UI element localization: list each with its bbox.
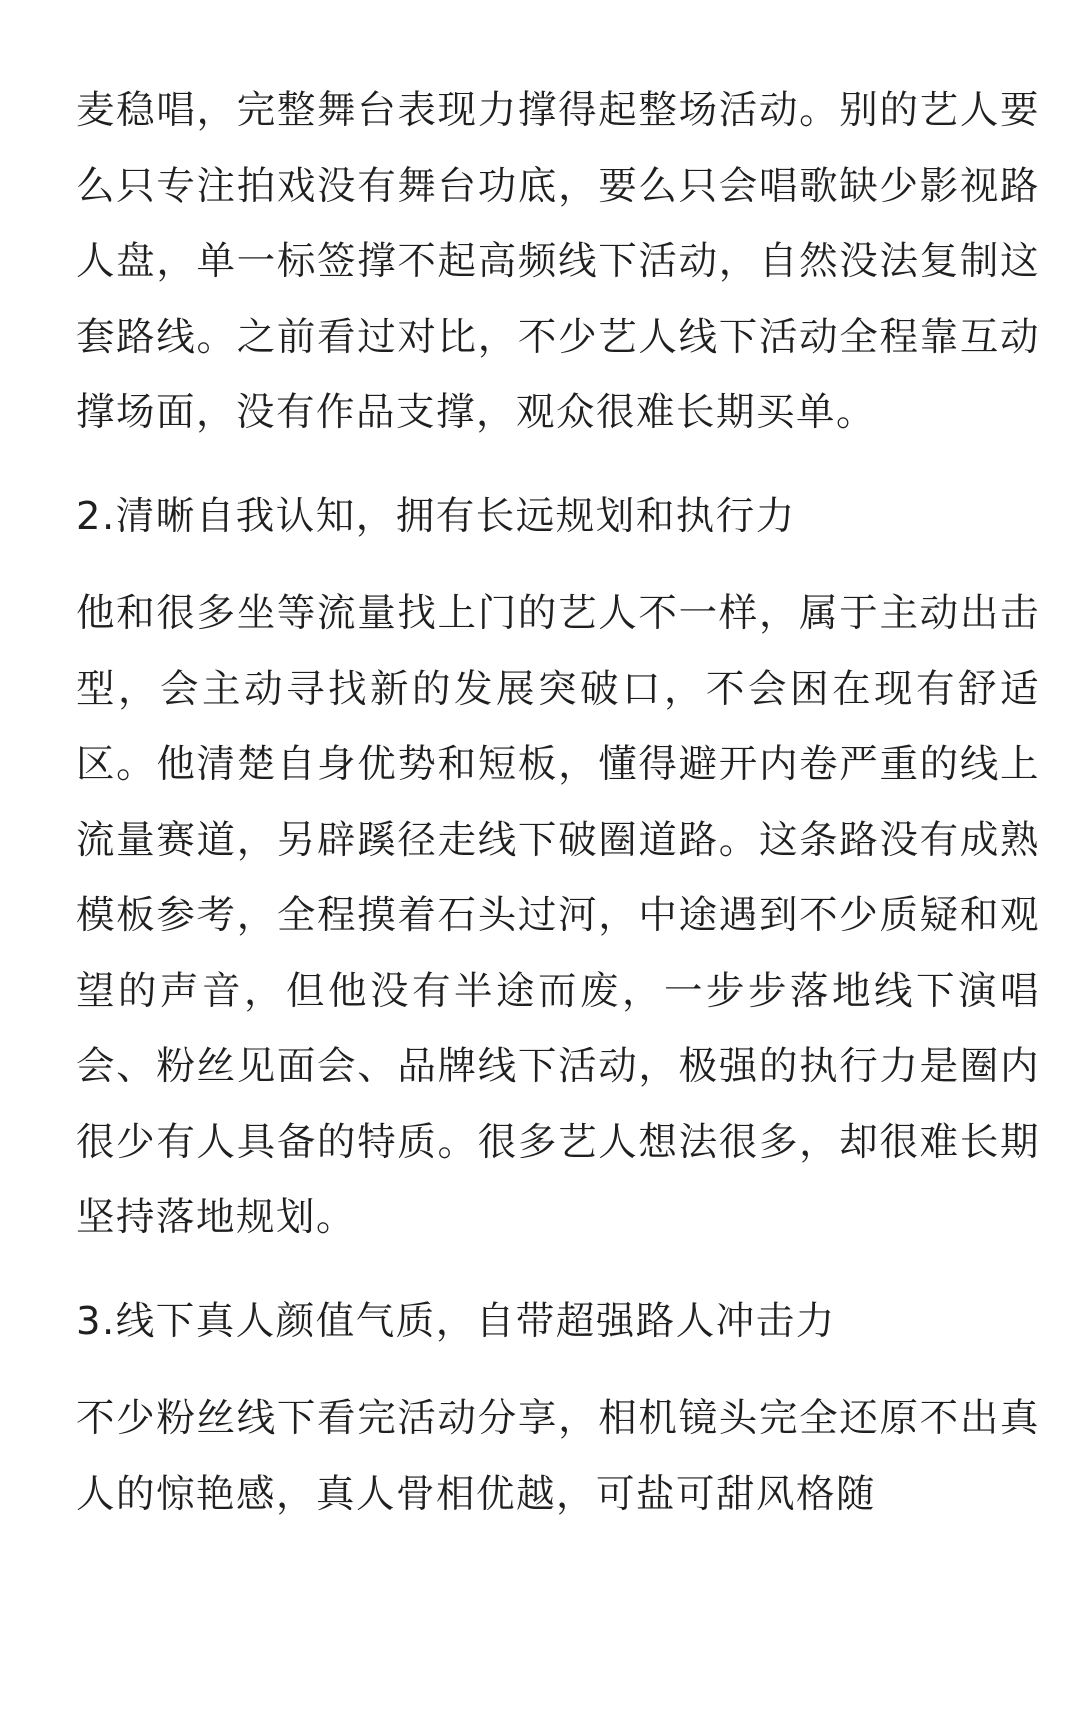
article-paragraph-2: 他和很多坐等流量找上门的艺人不一样，属于主动出击型，会主动寻找新的发展突破口，不会困在现有舒适区。他清楚自身优势和短板，懂得避开内卷严重的线上流量赛道，另辟蹊径走线下破圈道路。这条路没有成熟模板参考，全程摸着石头过河，中途遇到不少质疑和观望的声音，但他没有半途而废，一步步落地线下演唱会、粉丝见面会、品牌线下活动，极强的执行力是圈内很少有人具备的特质。很多艺人想法很多，却很难长期坚持落地规划。 <box>76 591 1040 1240</box>
section-heading-3: 3.线下真人颜值气质，自带超强路人冲击力 <box>76 1298 836 1344</box>
section-heading-2: 2.清晰自我认知，拥有长远规划和执行力 <box>76 493 796 539</box>
article-paragraph-1: 麦稳唱，完整舞台表现力撑得起整场活动。别的艺人要么只专注拍戏没有舞台功底，要么只会唱歌缺少影视路人盘，单一标签撑不起高频线下活动，自然没法复制这套路线。之前看过对比，不少艺人线下活动全程靠互动撑场面，没有作品支撑，观众很难长期买单。 <box>76 88 1040 435</box>
article-paragraph-3: 不少粉丝线下看完活动分享，相机镜头完全还原不出真人的惊艳感，真人骨相优越，可盐可甜风格随 <box>76 1396 1040 1517</box>
